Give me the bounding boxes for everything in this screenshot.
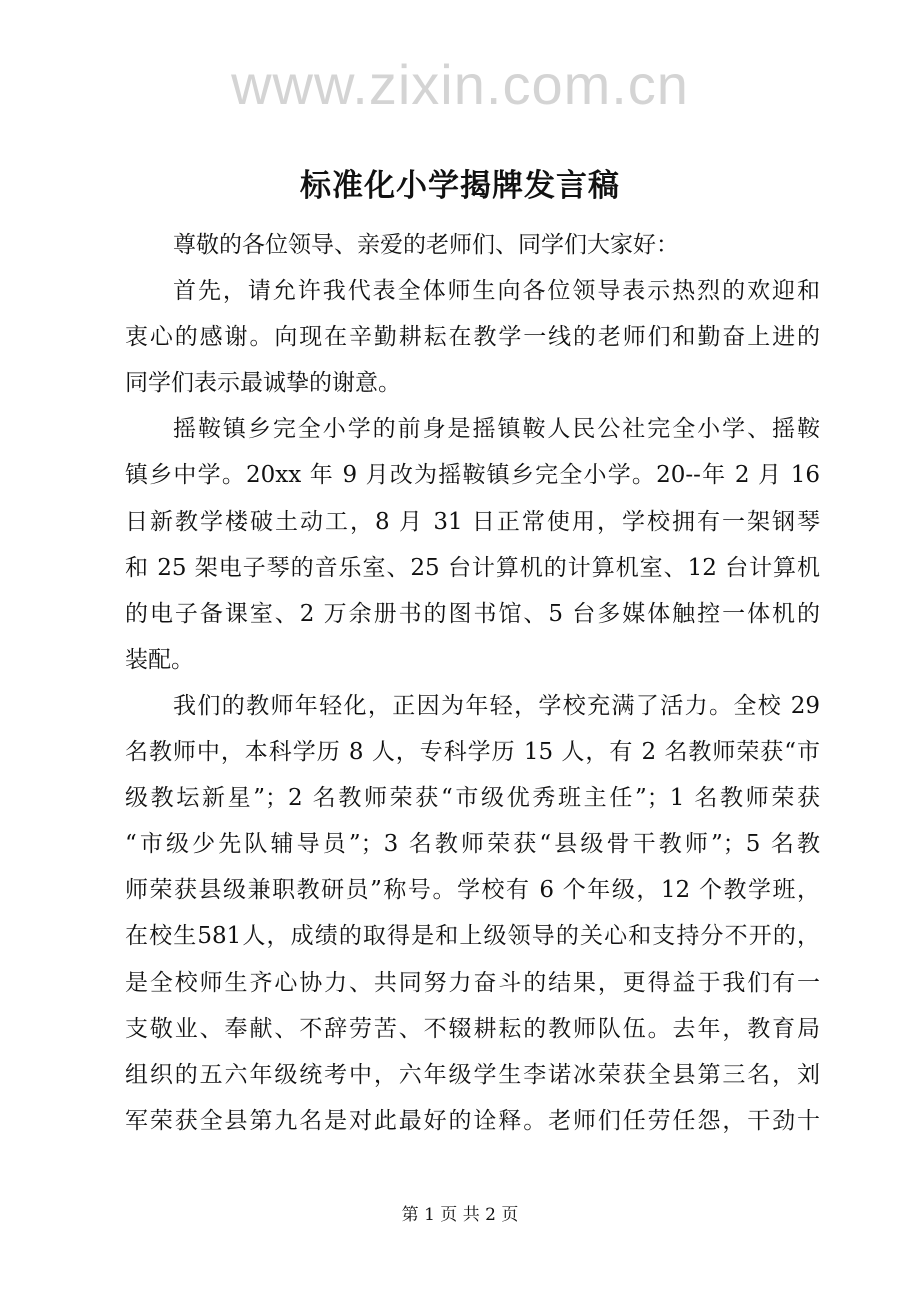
document-body: [125, 222, 820, 1144]
paragraph-line: 名教师中，本科学历 8 人，专科学历 15 人，有 2 名教师荣获“市: [125, 739, 820, 766]
page-footer: 第 1 页 共 2 页: [401, 1205, 519, 1225]
paragraph-line: 的电子备课室、2 万余册书的图书馆、5 台多媒体触控一体机的: [125, 600, 820, 627]
greeting-line: 尊敬的各位领导、亲爱的老师们、同学们大家好：: [173, 232, 679, 258]
paragraph-line: 摇鞍镇乡完全小学的前身是摇镇鞍人民公社完全小学、摇鞍: [173, 416, 820, 443]
paragraph-line: 衷心的感谢。向现在辛勤耕耘在教学一线的老师们和勤奋上进的: [125, 324, 820, 351]
paragraph-line: “市级少先队辅导员”；3 名教师荣获“县级骨干教师”；5 名教: [125, 831, 820, 858]
paragraph-line: 支敬业、奉献、不辞劳苦、不辍耕耘的教师队伍。去年，教育局: [125, 1015, 820, 1042]
paragraph-line: 是全校师生齐心协力、共同努力奋斗的结果，更得益于我们有一: [125, 969, 820, 996]
paragraph-line: 日新教学楼破土动工，8 月 31 日正常使用，学校拥有一架钢琴: [125, 508, 820, 535]
paragraph-line: 级教坛新星”；2 名教师荣获“市级优秀班主任”；1 名教师荣获: [125, 785, 820, 812]
paragraph-line: 组织的五六年级统考中，六年级学生李诺冰荣获全县第三名，刘: [125, 1061, 820, 1088]
watermark: www.zixin.com.cn: [231, 53, 689, 116]
paragraph-line: 和 25 架电子琴的音乐室、25 台计算机的计算机室、12 台计算机: [125, 554, 820, 581]
paragraph-line: 在校生581人，成绩的取得是和上级领导的关心和支持分不开的，: [125, 923, 820, 950]
paragraph-line: 师荣获县级兼职教研员”称号。学校有 6 个年级，12 个教学班，: [125, 877, 820, 904]
paragraph-line: 军荣获全县第九名是对此最好的诠释。老师们任劳任怨，干劲十: [125, 1107, 820, 1134]
paragraph-line: 同学们表示最诚挚的谢意。: [125, 370, 401, 397]
paragraph-line: 镇乡中学。20xx 年 9 月改为摇鞍镇乡完全小学。20--年 2 月 16: [125, 462, 820, 489]
paragraph-line: 装配。: [125, 646, 194, 673]
paragraph-line: 我们的教师年轻化，正因为年轻，学校充满了活力。全校 29: [173, 692, 820, 719]
paragraph-line: 首先，请允许我代表全体师生向各位领导表示热烈的欢迎和: [173, 278, 820, 305]
document-title: 标准化小学揭牌发言稿: [300, 168, 620, 204]
